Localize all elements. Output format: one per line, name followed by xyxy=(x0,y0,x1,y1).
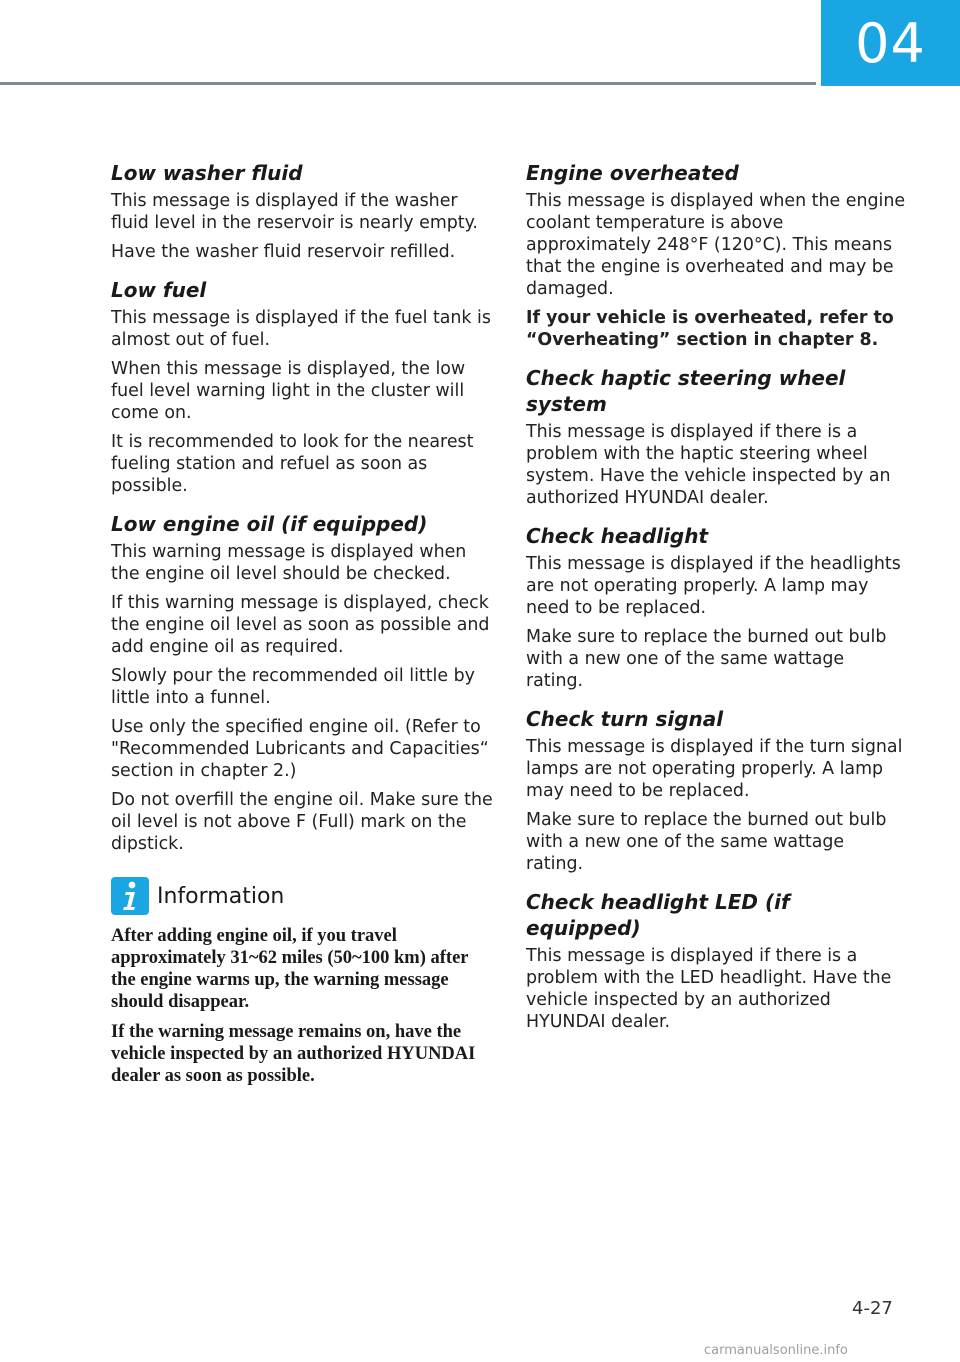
bold-paragraph: If your vehicle is overheated, refer to “Overheating” section in chapter 8. xyxy=(526,308,894,350)
paragraph: It is recommended to look for the nearest fueling station and refuel as soon as possible. xyxy=(111,432,474,496)
paragraph: Make sure to replace the burned out bulb with a new one of the same wattage rating. xyxy=(526,810,887,874)
section-title: Low engine oil (if equipped) xyxy=(111,512,428,536)
paragraph: Have the washer fluid reservoir refilled. xyxy=(111,242,456,262)
information-paragraph: If the warning message remains on, have the vehicle inspected by an authorized HYUNDAI dealer as soon as possible. xyxy=(111,1022,476,1086)
paragraph: When this message is displayed, the low fuel level warning light in the cluster will come on. xyxy=(111,359,466,423)
paragraph: Use only the specified engine oil. (Refer to "Recommended Lubricants and Capacities“ section in chapter 2.) xyxy=(111,717,489,781)
information-paragraph: After adding engine oil, if you travel approximately 31~62 miles (50~100 km) after the engine warms up, the warning message should disappear. xyxy=(111,926,469,1012)
section-check-turn-signal xyxy=(526,706,906,875)
section-title: Check headlight LED (if equipped) xyxy=(526,890,790,940)
page-number: 4-27 xyxy=(852,1298,893,1319)
paragraph: Slowly pour the recommended oil little by little into a funnel. xyxy=(111,666,475,708)
paragraph: Do not overfill the engine oil. Make sure the oil level is not above F (Full) mark on the dipstick. xyxy=(111,790,493,854)
section-title: Engine overheated xyxy=(526,161,739,185)
paragraph: This message is displayed if the fuel tank is almost out of fuel. xyxy=(111,308,491,350)
paragraph: This message is displayed if the washer fluid level in the reservoir is nearly empty. xyxy=(111,191,478,233)
section-check-headlight xyxy=(526,523,906,692)
section-low-fuel xyxy=(111,277,496,497)
watermark: carmanualsonline.info xyxy=(704,1343,848,1358)
section-low-engine-oil xyxy=(111,511,496,855)
paragraph: This message is displayed if the headlights are not operating properly. A lamp may need to be replaced. xyxy=(526,554,901,618)
section-title: Low fuel xyxy=(111,278,207,302)
paragraph: If this warning message is displayed, check the engine oil level as soon as possible and add engine oil as required. xyxy=(111,593,490,657)
section-low-washer-fluid xyxy=(111,160,496,263)
section-check-haptic-steering xyxy=(526,365,906,509)
information-header xyxy=(111,877,496,915)
paragraph: Make sure to replace the burned out bulb with a new one of the same wattage rating. xyxy=(526,627,887,691)
paragraph: This message is displayed when the engine coolant temperature is above approximately 248°F (120°C). This means that the engine is overheated and may be damaged. xyxy=(526,191,906,299)
section-title: Check turn signal xyxy=(526,707,724,731)
paragraph: This message is displayed if there is a problem with the haptic steering wheel system. Have the vehicle inspected by an authorized HYUNDAI dealer. xyxy=(526,422,891,508)
left-column xyxy=(111,160,496,1095)
chapter-number: 04 xyxy=(855,11,926,75)
right-column xyxy=(526,160,906,1047)
top-rule xyxy=(0,82,816,85)
info-icon xyxy=(111,877,149,915)
chapter-tab xyxy=(821,0,960,86)
paragraph: This warning message is displayed when the engine oil level should be checked. xyxy=(111,542,467,584)
section-title: Check haptic steering wheel system xyxy=(526,366,846,416)
section-title: Low washer fluid xyxy=(111,161,303,185)
information-box xyxy=(111,877,496,1087)
paragraph: This message is displayed if the turn signal lamps are not operating properly. A lamp may need to be replaced. xyxy=(526,737,903,801)
information-title: Information xyxy=(157,883,285,909)
section-title: Check headlight xyxy=(526,524,709,548)
paragraph: This message is displayed if there is a problem with the LED headlight. Have the vehicle inspected by an authorized HYUNDAI dealer. xyxy=(526,946,892,1032)
section-engine-overheated xyxy=(526,160,906,351)
section-check-headlight-led xyxy=(526,889,906,1033)
